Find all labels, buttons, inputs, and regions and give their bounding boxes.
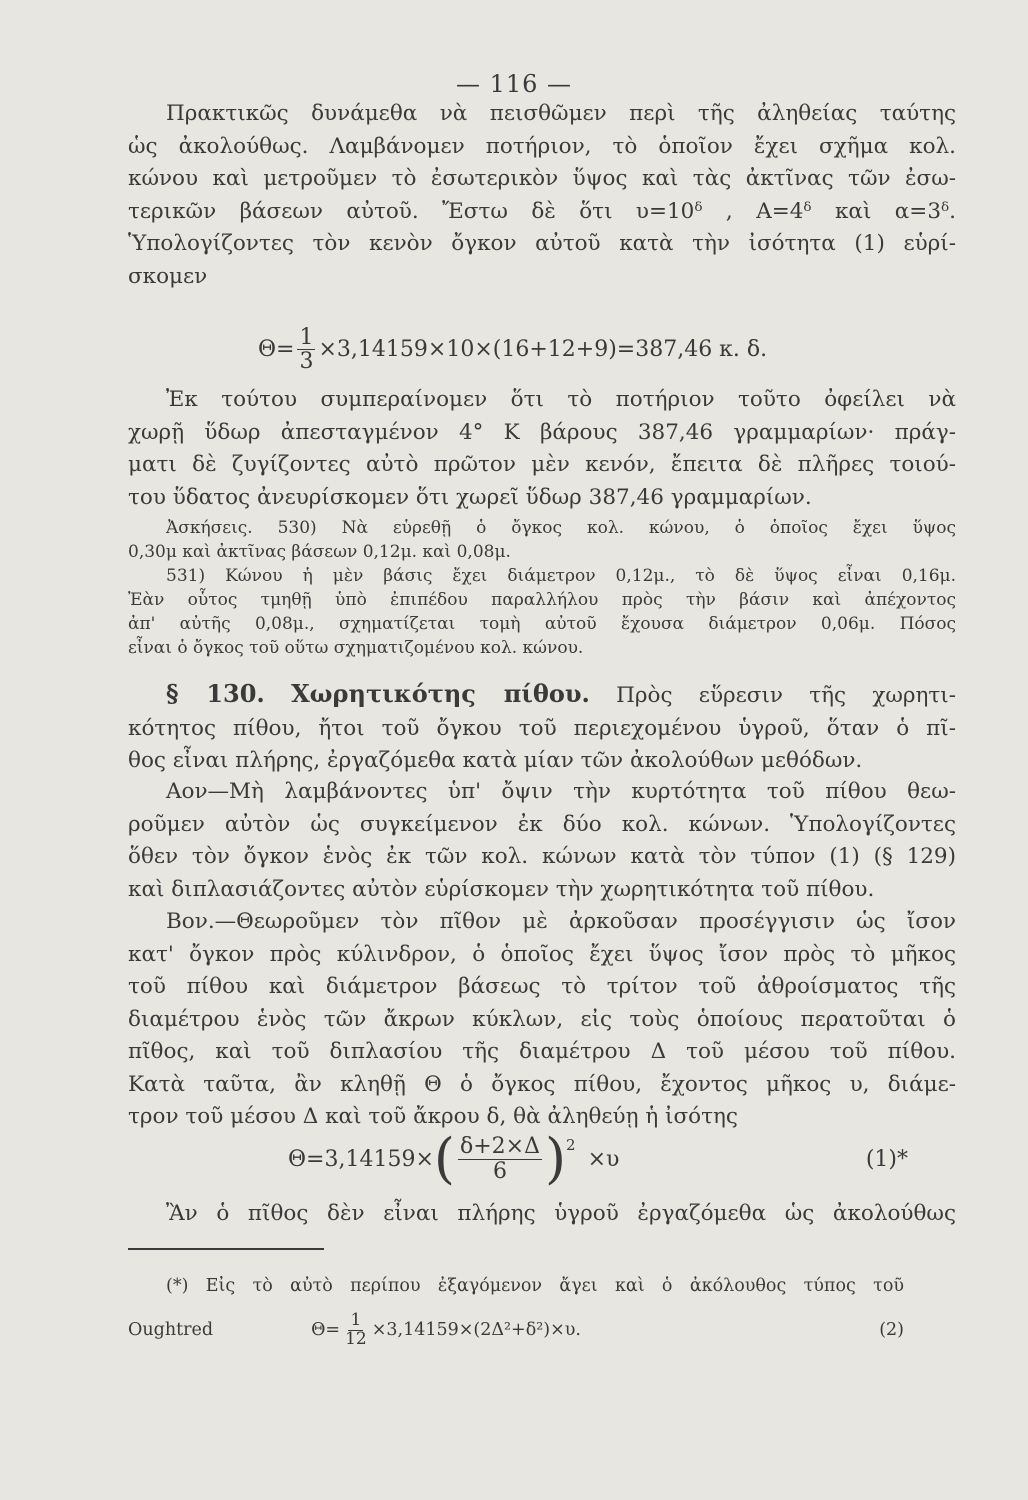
text-line: διαμέτρου ἑνὸς τῶν ἄκρων κύκλων, εἰς τοὺς ὁποίους περατοῦται ὁ	[128, 1006, 956, 1032]
exercise-line: εἶναι ὁ ὄγκος τοῦ οὕτω σχηματιζομένου κολ. κώνου.	[128, 638, 584, 658]
equation-tag: (2)	[879, 1320, 904, 1341]
formula-rhs: ×3,14159×(2Δ²+δ²)×υ.	[371, 1320, 581, 1341]
text-line: χωρῇ ὕδωρ ἀπεσταγμένον 4° Κ βάρους 387,46 γραμμαρίων· πράγ-	[128, 419, 956, 445]
text-line: Κατὰ ταῦτα, ἂν κληθῇ Θ ὁ ὄγκος πίθου, ἔχοντος μῆκος υ, διάμε-	[128, 1071, 956, 1097]
text-line: τερικῶν βάσεων αὐτοῦ. Ἔστω δὲ ὅτι υ=10ᵟ , Α=4ᵟ καὶ α=3ᵟ.	[128, 198, 956, 224]
formula-barrel-volume	[288, 1127, 908, 1190]
page-number: — 116 —	[455, 70, 573, 98]
text-line: του ὕδατος ἀνευρίσκομεν ὅτι χωρεῖ ὕδωρ 387,46 γραμμαρίων.	[128, 484, 812, 510]
text-line: Ἐκ τούτου συμπεραίνομεν ὅτι τὸ ποτήριον τοῦτο ὀφείλει νὰ	[166, 387, 956, 412]
fraction-denominator: 12	[345, 1328, 367, 1349]
text-line: ματι δὲ ζυγίζοντες αὐτὸ πρῶτον μὲν κενόν, ἔπειτα δὲ πλῆρες τοιού-	[128, 452, 956, 477]
fraction-numerator: 1	[350, 1310, 362, 1330]
exercise-line: Ἀσκήσεις. 530) Νὰ εὑρεθῇ ὁ ὄγκος κολ. κώνου, ὁ ὁποῖος ἔχει ὕψος	[166, 518, 956, 538]
right-paren: )	[544, 1127, 567, 1190]
text-line: τοῦ πίθου καὶ διάμετρον βάσεως τὸ τρίτον τοῦ ἀθροίσματος τῆς	[128, 974, 956, 999]
text-line: κατ' ὄγκον πρὸς κύλινδρον, ὁ ὁποῖος ἔχει ὕψος ἴσον πρὸς τὸ μῆκος	[128, 941, 956, 967]
text-line: σκομεν	[128, 263, 208, 289]
text-line: κώνου καὶ μετροῦμεν τὸ ἐσωτερικὸν ὕψος καὶ τὰς ἀκτῖνας τῶν ἐσω-	[128, 166, 956, 191]
exercises	[128, 516, 956, 660]
paragraph-practical	[128, 98, 956, 293]
footnote-author: Oughtred	[128, 1320, 214, 1341]
exponent: 2	[566, 1136, 576, 1154]
section-title: Χωρητικότης πίθου.	[291, 679, 590, 708]
footnote-rule	[128, 1248, 324, 1250]
section-130	[128, 678, 956, 778]
section-number: § 130.	[166, 679, 265, 708]
paragraph-method-b	[128, 906, 956, 1134]
fraction-denominator: 3	[299, 349, 314, 375]
text-line: Αον—Μὴ λαμβάνοντες ὑπ' ὄψιν τὴν κυρτότητα τοῦ πίθου θεω-	[166, 779, 956, 804]
text-line: καὶ διπλασιάζοντες αὐτὸν εὑρίσκομεν τὴν χωρητικότητα τοῦ πίθου.	[128, 876, 875, 902]
formula-volume-cup	[258, 326, 767, 373]
footnote-text	[128, 1276, 904, 1296]
fraction-numerator: δ+2×Δ	[459, 1134, 540, 1160]
exercise-line: 531) Κώνου ἡ μὲν βάσις ἔχει διάμετρον 0,12μ., τὸ δὲ ὕψος εἶναι 0,16μ.	[166, 566, 956, 586]
paragraph-method-a	[128, 776, 956, 906]
equation-tag: (1)*	[865, 1146, 908, 1172]
text-line: Ἂν ὁ πῖθος δὲν εἶναι πλήρης ὑγροῦ ἐργαζόμεθα ὡς ἀκολούθως	[166, 1201, 956, 1226]
exercise-line: 0,30μ καὶ ἀκτῖνας βάσεων 0,12μ. καὶ 0,08μ.	[128, 542, 511, 562]
exercise-line: Ἐὰν οὗτος τμηθῇ ὑπὸ ἐπιπέδου παραλλήλου πρὸς τὴν βάσιν καὶ ἀπέχοντος	[128, 590, 956, 610]
text-line: πῖθος, καὶ τοῦ διπλασίου τῆς διαμέτρου Δ τοῦ μέσου τοῦ πίθου.	[128, 1039, 956, 1064]
text-line: θος εἶναι πλήρης, ἐργαζόμεθα κατὰ μίαν τῶν ἀκολούθων μεθόδων.	[128, 748, 863, 773]
formula-lhs: Θ=3,14159×	[288, 1146, 434, 1172]
text-line: Ὑπολογίζοντες τὸν κενὸν ὄγκον αὐτοῦ κατὰ τὴν ἰσότητα (1) εὑρί-	[128, 231, 956, 256]
formula-lhs: Θ=	[258, 337, 295, 363]
formula-rhs: ×υ	[587, 1146, 620, 1172]
text-line: ροῦμεν αὐτὸν ὡς συγκείμενον ἐκ δύο κολ. κώνων. Ὑπολογίζοντες	[128, 811, 956, 837]
formula-rhs: ×3,14159×10×(16+12+9)=387,46 κ. δ.	[318, 337, 768, 363]
footnote-formula	[128, 1312, 904, 1349]
left-paren: (	[433, 1127, 455, 1190]
paragraph-conclusion	[128, 384, 956, 514]
fraction	[458, 1135, 542, 1182]
fraction	[297, 326, 315, 373]
text-line: ὅθεν τὸν ὄγκον ἑνὸς ἐκ τῶν κολ. κώνων κατὰ τὸν τύπον (1) (§ 129)	[128, 844, 956, 869]
exercise-line: ἀπ' αὐτῆς 0,08μ., σχηματίζεται τομὴ αὐτοῦ ἔχουσα διάμετρον 0,06μ. Πόσος	[128, 614, 956, 634]
fraction	[343, 1312, 369, 1349]
section-text: Πρὸς εὕρεσιν τῆς χωρητι-	[616, 683, 956, 708]
footnote-line: (*) Εἰς τὸ αὐτὸ περίπου ἐξαγόμενον ἄγει καὶ ὁ ἀκόλουθος τύπος τοῦ	[166, 1276, 904, 1296]
text-line: κότητος πίθου, ἤτοι τοῦ ὄγκου τοῦ περιεχομένου ὑγροῦ, ὅταν ὁ πῖ-	[128, 715, 956, 741]
text-line: Πρακτικῶς δυνάμεθα νὰ πεισθῶμεν περὶ τῆς ἀληθείας ταύτης	[166, 101, 956, 126]
paragraph-partial	[128, 1198, 956, 1231]
fraction-denominator: 6	[492, 1158, 507, 1184]
text-line: ὡς ἀκολούθως. Λαμβάνομεν ποτήριον, τὸ ὁποῖον ἔχει σχῆμα κολ.	[128, 133, 956, 159]
text-line: τρον τοῦ μέσου Δ καὶ τοῦ ἄκρου δ, θὰ ἀληθεύῃ ἡ ἰσότης	[128, 1104, 738, 1129]
section-heading-line	[128, 678, 956, 713]
text-line: Βον.—Θεωροῦμεν τὸν πῖθον μὲ ἀρκοῦσαν προσέγγισιν ὡς ἴσον	[166, 909, 956, 934]
formula-lhs: Θ=	[311, 1320, 341, 1341]
fraction-numerator: 1	[299, 325, 314, 350]
